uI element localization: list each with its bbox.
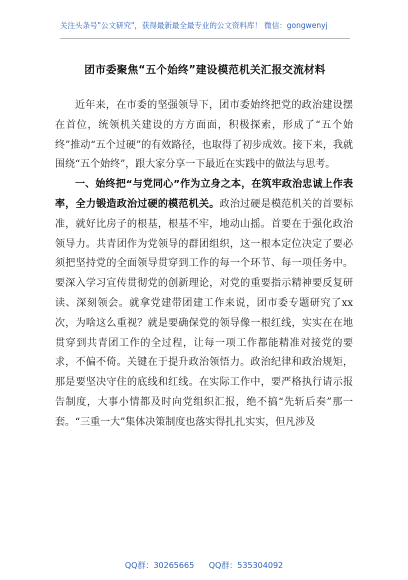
- intro-paragraph: 近年来，在市委的坚强领导下，团市委始终把党的政治建设摆在首位，统领机关建设的方方面面，积极探索，形成了“五个始终”推动“五个过硬”的有效路径，也取得了初步成效。接下来，我就围绕“五个始终”，跟大家分享一下最近在实践中的做法与思考。: [55, 100, 353, 171]
- section-1-paragraph: [55, 175, 353, 432]
- document-title: 团市委聚焦“五个始终”建设模范机关汇报交流材料: [84, 64, 326, 76]
- document-body: [55, 96, 353, 433]
- section-1-body: 政治过硬是模范机关的首要标准，就好比房子的根基，根基不牢，地动山摇。首要在于强化政治领导力。共青团作为党领导的群团组织，这一根本定位决定了要必须把坚持党的全面领导贯穿到工作的每一个环节、每一项任务中。要深入学习宣传贯彻党的创新理论，对党的重要指示精神要反复研读、深刻领会。就拿党建带团建工作来说，团市委专题研究了xx次，为啥这么重视？就是要确保党的领导像一根红线，实实在在地贯穿到共青团工作的全过程，让每一项工作都能精准对接党的要求，不偏不倚。关键在于提升政治领悟力。政治纪律和政治规矩，那是要坚决守住的底线和红线。在实际工作中，要严格执行请示报告制度，大事小情都及时向党组织汇报，绝不搞“先斩后奏”那一套。“三重一大”集体决策制度也落实得扎扎实实，但凡涉及: [55, 198, 354, 428]
- qq-group-1: QQ群：30265665: [124, 561, 195, 570]
- header-banner: 关注头条号"公文研究"，获得最新最全最专业的公文资料库！ 微信：gongwenyj: [60, 21, 328, 30]
- footer-contact: [0, 560, 408, 571]
- qq-group-2: QQ群：535304092: [208, 561, 284, 570]
- header-divider: [60, 38, 350, 39]
- section-1-heading: 一、始终把“与党同心”作为立身之本，在筑牢政治忠诚上作表率，全力锻造政治过硬的模范机关。: [55, 179, 353, 210]
